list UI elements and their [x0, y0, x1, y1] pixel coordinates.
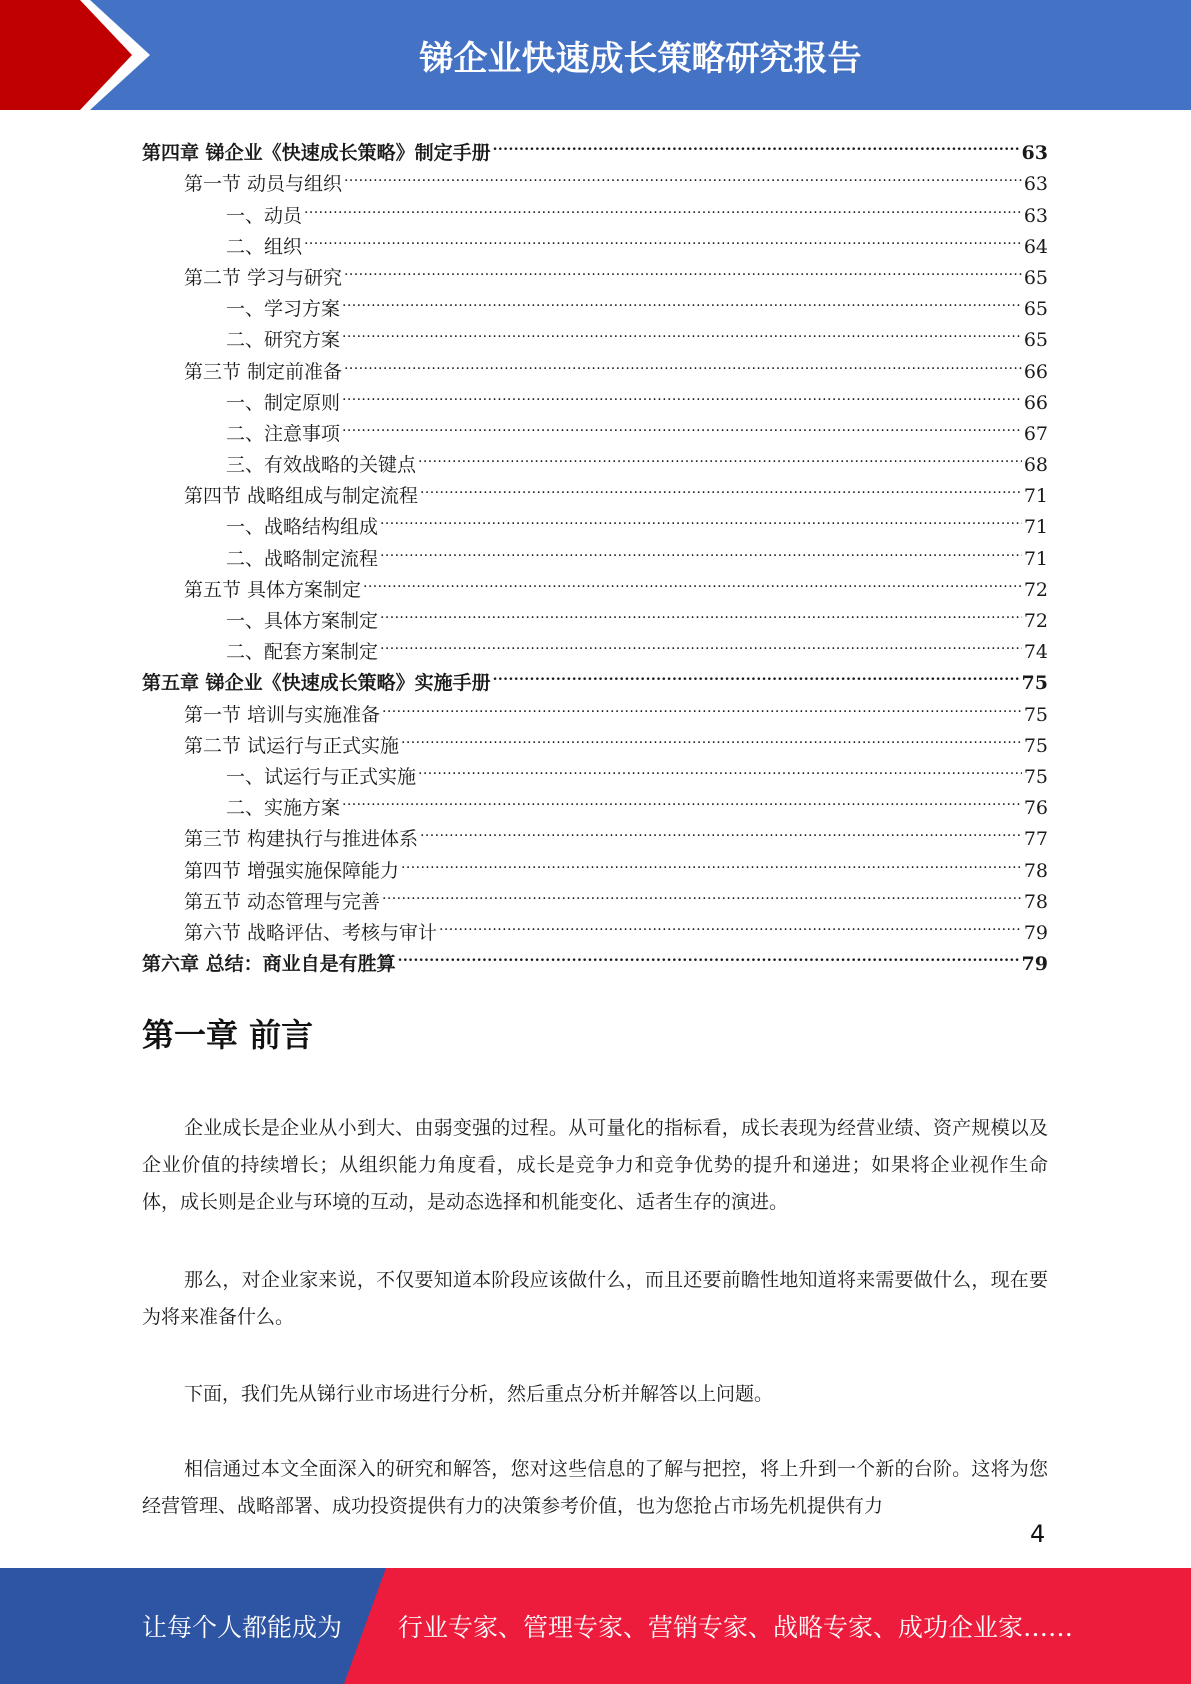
page-header [0, 0, 1191, 110]
toc-entry-page: 66 [1023, 391, 1048, 414]
toc-entry-label: 第一节 培训与实施准备 [184, 703, 381, 726]
body-paragraph: 企业成长是企业从小到大、由弱变强的过程。从可量化的指标看，成长表现为经营业绩、资产规模以及企业价值的持续增长；从组织能力角度看，成长是竞争力和竞争优势的提升和递进；如果将企业视作生命体，成长则是企业与环境的互动，是动态选择和机能变化、适者生存的演进。 [142, 1117, 1048, 1213]
toc-entry-page: 67 [1023, 422, 1048, 445]
toc-dot-leader [304, 190, 1022, 221]
toc-entry-page: 78 [1023, 859, 1048, 882]
toc-entry-label: 二、组织 [226, 235, 303, 258]
toc-entry-label: 一、学习方案 [226, 298, 341, 321]
footer-slogan-left: 让每个人都能成为 [142, 1613, 343, 1642]
toc-entry-label: 第四节 战略组成与制定流程 [184, 485, 419, 508]
page-footer [0, 1568, 1191, 1684]
toc-entry-page: 74 [1023, 641, 1048, 664]
body-paragraph: 那么，对企业家来说，不仅要知道本阶段应该做什么，而且还要前瞻性地知道将来需要做什么，现在要为将来准备什么。 [142, 1269, 1048, 1328]
toc-dot-leader [342, 409, 1022, 440]
toc-dot-leader [382, 689, 1022, 720]
toc-entry-label: 第三节 构建执行与推进体系 [184, 828, 419, 851]
toc-entry-page: 72 [1023, 610, 1048, 632]
toc-entry-page: 63 [1023, 204, 1048, 227]
toc-entry-label: 三、有效战略的关键点 [226, 454, 417, 477]
toc-entry-label: 一、战略结构组成 [226, 516, 379, 539]
toc-entry-label: 第四节 增强实施保障能力 [184, 859, 400, 882]
toc-entry-label: 二、实施方案 [226, 797, 341, 820]
toc-entry-page: 75 [1023, 703, 1048, 726]
toc-dot-leader [342, 378, 1022, 409]
toc-entry-label: 第五节 动态管理与完善 [184, 890, 381, 913]
toc-entry-label: 一、具体方案制定 [226, 610, 379, 632]
toc-dot-leader [344, 346, 1022, 377]
toc-entry-page: 77 [1023, 828, 1048, 851]
toc-dot-leader [420, 814, 1022, 845]
toc-dot-leader [493, 658, 1020, 689]
toc-dot-leader [398, 939, 1020, 970]
chapter-title: 第一章 前言 [142, 1016, 314, 1054]
toc-entry-label: 第五章 锑企业《快速成长策略》实施手册 [142, 672, 491, 695]
toc-dot-leader [342, 315, 1022, 346]
toc-entry-label: 第五节 具体方案制定 [184, 578, 362, 601]
toc-entry-label: 第六章 总结：商业自是有胜算 [142, 953, 396, 976]
toc-entry-page: 66 [1023, 360, 1048, 383]
toc-entry-page: 71 [1023, 485, 1048, 508]
toc-entry-page: 71 [1023, 516, 1048, 539]
toc-entry-page: 78 [1023, 890, 1048, 913]
header-arrow-decoration [0, 0, 150, 110]
body-paragraph: 相信通过本文全面深入的研究和解答，您对这些信息的了解与把控，将上升到一个新的台阶。这将为您经营管理、战略部署、成功投资提供有力的决策参考价值，也为您抢占市场先机提供有力 [142, 1458, 1048, 1517]
toc-dot-leader [418, 752, 1022, 783]
toc-dot-leader [342, 284, 1022, 315]
toc-entry-label: 一、动员 [226, 204, 303, 227]
toc-entry-page: 76 [1023, 797, 1048, 820]
table-of-contents [142, 128, 1048, 976]
toc-dot-leader [342, 783, 1022, 814]
toc-entry-label: 第三节 制定前准备 [184, 360, 343, 383]
toc-entry-label: 第四章 锑企业《快速成长策略》制定手册 [142, 142, 491, 165]
toc-dot-leader [363, 565, 1022, 596]
toc-entry-page: 65 [1023, 266, 1048, 289]
toc-entry-label: 一、试运行与正式实施 [226, 765, 417, 788]
toc-dot-leader [380, 627, 1022, 658]
toc-dot-leader [380, 596, 1022, 627]
toc-entry-page: 63 [1023, 173, 1048, 196]
toc-entry-page: 79 [1023, 921, 1048, 944]
toc-entry-label: 第六节 战略评估、考核与审计 [184, 921, 438, 944]
body-paragraph: 下面，我们先从锑行业市场进行分析，然后重点分析并解答以上问题。 [184, 1383, 774, 1405]
toc-entry-page: 75 [1023, 734, 1048, 757]
page-number: 4 [1030, 1520, 1046, 1548]
toc-dot-leader [418, 440, 1022, 471]
toc-entry-page: 63 [1021, 142, 1048, 165]
toc-dot-leader [382, 877, 1022, 908]
toc-entry-label: 二、注意事项 [226, 422, 341, 445]
toc-entry-label: 第一节 动员与组织 [184, 173, 343, 196]
toc-entry-page: 71 [1023, 547, 1048, 570]
toc-dot-leader [380, 502, 1022, 533]
toc-dot-leader [304, 222, 1022, 253]
toc-dot-leader [401, 845, 1022, 876]
toc-dot-leader [439, 908, 1022, 939]
toc-entry-page: 68 [1023, 454, 1048, 477]
toc-entry[interactable] [142, 128, 1048, 165]
toc-entry-label: 二、配套方案制定 [226, 641, 379, 664]
toc-entry-page: 75 [1021, 672, 1048, 695]
toc-entry-page: 72 [1023, 578, 1048, 601]
toc-entry-page: 75 [1023, 765, 1048, 788]
toc-entry-label: 二、战略制定流程 [226, 547, 379, 570]
toc-entry-page: 65 [1023, 298, 1048, 321]
report-title: 锑企业快速成长策略研究报告 [419, 38, 862, 79]
footer-slogan-right: 行业专家、管理专家、营销专家、战略专家、成功企业家…… [398, 1613, 1074, 1642]
toc-entry-page: 65 [1023, 329, 1048, 352]
toc-dot-leader [420, 471, 1022, 502]
toc-dot-leader [493, 128, 1020, 159]
toc-dot-leader [380, 533, 1022, 564]
toc-entry-label: 二、研究方案 [226, 329, 341, 352]
toc-entry-page: 64 [1023, 235, 1048, 258]
toc-entry-page: 79 [1021, 953, 1048, 976]
toc-dot-leader [344, 159, 1022, 190]
toc-dot-leader [401, 721, 1022, 752]
toc-entry-label: 第二节 试运行与正式实施 [184, 734, 400, 757]
toc-entry-label: 第二节 学习与研究 [184, 266, 343, 289]
toc-dot-leader [344, 253, 1022, 284]
toc-entry-label: 一、制定原则 [226, 391, 341, 414]
